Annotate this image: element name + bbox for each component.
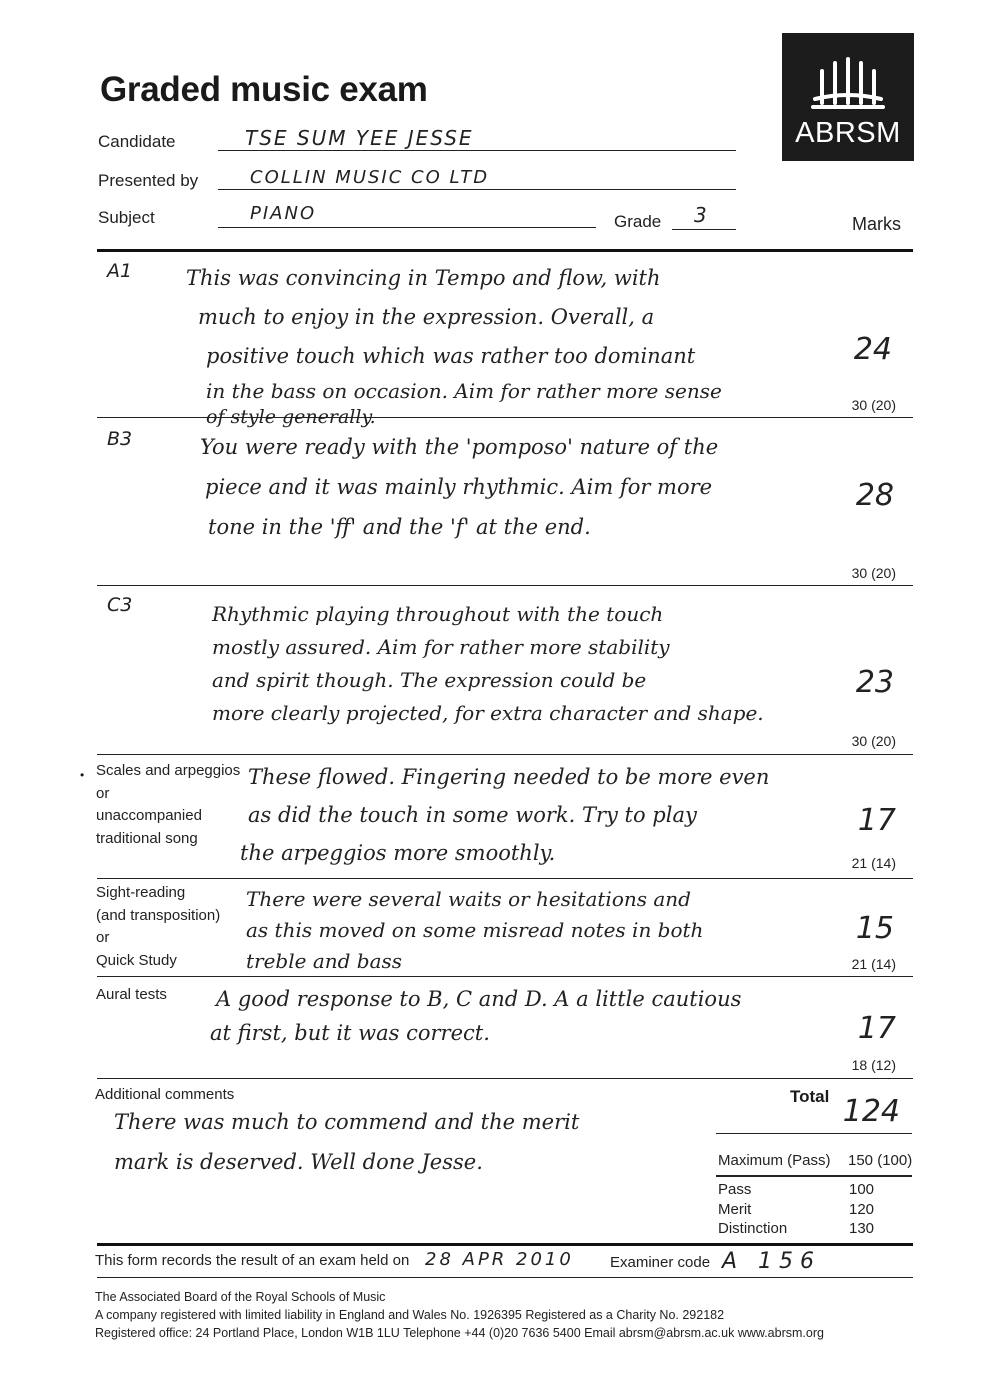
presented-label: Presented by bbox=[98, 171, 199, 190]
comment-line: These flowed. Fingering needed to be more even bbox=[248, 765, 770, 789]
grade-underline bbox=[672, 229, 736, 230]
section-divider bbox=[97, 878, 913, 879]
grade-value: 3 bbox=[694, 203, 709, 227]
comment-line: This was convincing in Tempo and flow, with bbox=[186, 266, 661, 290]
scales-max: 21 (14) bbox=[851, 855, 896, 871]
section-divider bbox=[97, 976, 913, 977]
comment-line: You were ready with the 'pomposo' nature of the bbox=[200, 435, 719, 459]
pass-label: Pass bbox=[718, 1181, 752, 1198]
piece-b3-id: B3 bbox=[107, 428, 133, 450]
additional-label: Additional comments bbox=[95, 1086, 235, 1103]
subject-value: PIANO bbox=[250, 203, 317, 224]
marks-label: Marks bbox=[852, 214, 901, 234]
aural-label: Aural tests bbox=[96, 986, 167, 1003]
piece-b3-mark: 28 bbox=[855, 478, 894, 513]
pass-value: 100 bbox=[849, 1181, 875, 1198]
footer-line: A company registered with limited liability in England and Wales No. 1926395 Registered as a Charity No. 292182 bbox=[95, 1308, 725, 1322]
piece-a1-id: A1 bbox=[107, 260, 133, 282]
section-divider bbox=[97, 585, 913, 586]
section-divider bbox=[97, 1078, 913, 1079]
piece-a1-mark: 24 bbox=[853, 332, 892, 367]
total-rule bbox=[716, 1133, 912, 1134]
page-title: Graded music exam bbox=[100, 70, 428, 109]
total-value: 124 bbox=[842, 1094, 900, 1129]
section-divider bbox=[97, 417, 913, 418]
presented-underline bbox=[218, 189, 736, 190]
scales-comment bbox=[240, 758, 848, 872]
additional-comment bbox=[114, 1102, 694, 1182]
comment-line: mark is deserved. Well done Jesse. bbox=[114, 1150, 483, 1174]
piece-a1-comment bbox=[186, 259, 836, 428]
exam-date: 28 APR 2010 bbox=[425, 1249, 574, 1270]
scales-label-line: unaccompanied bbox=[96, 807, 202, 824]
scales-label-line: Scales and arpeggios bbox=[96, 762, 241, 779]
comment-line: tone in the 'ff' and the 'f' at the end. bbox=[208, 515, 591, 539]
grade-label: Grade bbox=[614, 212, 662, 231]
merit-value: 120 bbox=[849, 1200, 875, 1218]
comment-line: as this moved on some misread notes in both bbox=[246, 918, 704, 942]
scales-label-line: traditional song bbox=[96, 829, 198, 847]
comment-line: as did the touch in some work. Try to play bbox=[248, 803, 697, 827]
comment-line: positive touch which was rather too dominant bbox=[206, 344, 696, 368]
comment-line: Rhythmic playing throughout with the touch bbox=[212, 602, 664, 626]
footer-line: Registered office: 24 Portland Place, London W1B 1LU Telephone +44 (0)20 7636 5400 Email abrsm@abrsm.ac.uk www.abrsm.org bbox=[95, 1326, 824, 1340]
bullet-icon: • bbox=[80, 768, 85, 782]
scales-label-line: or bbox=[96, 784, 110, 802]
subject-underline bbox=[218, 227, 596, 228]
distinction-value: 130 bbox=[849, 1220, 875, 1237]
comment-line: A good response to B, C and D. A a little cautious bbox=[216, 987, 742, 1011]
section-divider bbox=[97, 754, 913, 755]
result-rule bbox=[97, 1243, 913, 1246]
total-label: Total bbox=[790, 1087, 830, 1106]
aural-max: 18 (12) bbox=[851, 1057, 896, 1073]
piece-b3-max: 30 (20) bbox=[851, 565, 896, 581]
examiner-label: Examiner code bbox=[610, 1254, 711, 1271]
piece-c3-max: 30 (20) bbox=[851, 733, 896, 749]
merit-label: Merit bbox=[718, 1200, 752, 1218]
comment-line: There was much to commend and the merit bbox=[114, 1110, 580, 1134]
sight-label-line: Sight-reading bbox=[96, 884, 186, 901]
aural-comment bbox=[210, 982, 836, 1050]
footer-rule bbox=[97, 1277, 913, 1278]
comment-line: at first, but it was correct. bbox=[210, 1021, 490, 1045]
sight-label bbox=[96, 882, 220, 972]
grade-thresholds-values bbox=[849, 1180, 874, 1239]
footer bbox=[95, 1288, 824, 1342]
comment-line: mostly assured. Aim for rather more stability bbox=[212, 635, 670, 659]
comment-line: the arpeggios more smoothly. bbox=[240, 841, 556, 865]
header-rule bbox=[97, 249, 913, 252]
scales-mark: 17 bbox=[857, 803, 896, 838]
logo-text: ABRSM bbox=[795, 117, 901, 149]
crown-icon bbox=[782, 33, 914, 113]
maximum-value: 150 (100) bbox=[848, 1152, 913, 1169]
sight-label-line: (and transposition) bbox=[96, 906, 221, 924]
aural-mark: 17 bbox=[857, 1011, 896, 1046]
comment-line: in the bass on occasion. Aim for rather more sense bbox=[206, 379, 722, 403]
sight-comment bbox=[246, 884, 846, 977]
footer-line: The Associated Board of the Royal Schools of Music bbox=[95, 1290, 386, 1304]
comment-line: of style generally. bbox=[206, 406, 376, 428]
examiner-code: A 156 bbox=[722, 1249, 822, 1274]
presented-value: COLLIN MUSIC CO LTD bbox=[250, 167, 490, 188]
sight-max: 21 (14) bbox=[851, 956, 896, 972]
abrsm-logo bbox=[782, 33, 914, 161]
subject-label: Subject bbox=[98, 208, 155, 227]
comment-line: much to enjoy in the expression. Overall, a bbox=[198, 305, 655, 329]
candidate-underline bbox=[218, 150, 736, 151]
maximum-rule bbox=[716, 1175, 912, 1177]
candidate-value: TSE SUM YEE JESSE bbox=[245, 126, 474, 150]
grade-thresholds-labels bbox=[718, 1180, 787, 1239]
candidate-label: Candidate bbox=[98, 132, 176, 151]
comment-line: more clearly projected, for extra character and shape. bbox=[212, 701, 764, 725]
piece-a1-max: 30 (20) bbox=[851, 397, 896, 413]
maximum-label: Maximum (Pass) bbox=[718, 1152, 831, 1169]
comment-line: and spirit though. The expression could be bbox=[212, 668, 647, 692]
sight-label-line: or bbox=[96, 929, 110, 946]
sight-mark: 15 bbox=[855, 911, 894, 946]
piece-c3-id: C3 bbox=[107, 594, 133, 616]
piece-c3-mark: 23 bbox=[855, 665, 894, 700]
piece-b3-comment bbox=[200, 427, 830, 547]
result-prefix: This form records the result of an exam held on bbox=[95, 1252, 410, 1269]
comment-line: piece and it was mainly rhythmic. Aim for more bbox=[205, 475, 713, 499]
sight-label-line: Quick Study bbox=[96, 951, 177, 969]
distinction-label: Distinction bbox=[718, 1220, 788, 1237]
comment-line: There were several waits or hesitations and bbox=[246, 887, 691, 911]
comment-line: treble and bass bbox=[246, 949, 403, 973]
piece-c3-comment bbox=[212, 598, 832, 730]
scales-label bbox=[96, 760, 240, 850]
